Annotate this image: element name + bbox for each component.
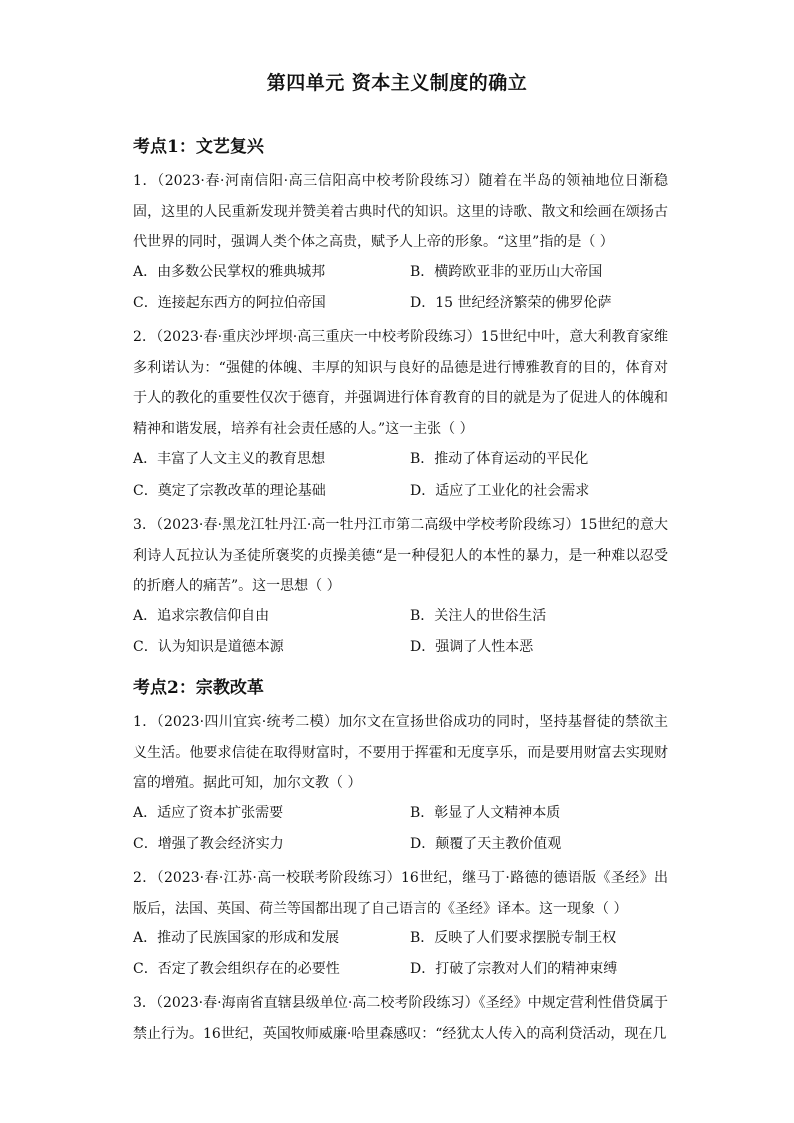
option-b[interactable]: B．关注人的世俗生活 [410,608,547,624]
section-heading-renaissance: 考点1：文艺复兴 [133,137,264,157]
option-a[interactable]: A．由多数公民掌权的雅典城邦 [133,264,326,280]
question-text: 2．（2023·春·江苏·高一校联考阶段练习）16世纪，继马丁·路德的德语版《圣经》出版后，法国、英国、荷兰等国都出现了自己语言的《圣经》译本。这一现象（ ） [133,870,668,917]
section-heading-reformation: 考点2：宗教改革 [133,678,264,698]
option-a[interactable]: A．追求宗教信仰自由 [133,608,270,624]
option-d[interactable]: D．打破了宗教对人们的精神束缚 [410,961,618,977]
option-d[interactable]: D．15 世纪经济繁荣的佛罗伦萨 [410,295,612,311]
option-d[interactable]: D．强调了人性本恶 [410,639,534,655]
question-text: 3．（2023·春·黑龙江牡丹江·高一牡丹江市第二高级中学校考阶段练习）15世纪的意大利诗人瓦拉认为圣徒所褒奖的贞操美德“是一种侵犯人的本性的暴力，是一种难以忍受的折磨人的痛苦”。这一思想（ ） [133,517,668,594]
option-a[interactable]: A．适应了资本扩张需要 [133,805,284,821]
option-c[interactable]: C．认为知识是道德本源 [133,639,284,655]
option-b[interactable]: B．推动了体育运动的平民化 [410,451,589,467]
question-text: 1．（2023·春·河南信阳·高三信阳高中校考阶段练习）随着在半岛的领袖地位日渐稳固，这里的人民重新发现并赞美着古典时代的知识。这里的诗歌、散文和绘画在颂扬古代世界的同时，强调人类个体之高贵，赋予人上帝的形象。“这里”指的是（ ） [133,173,668,250]
option-a[interactable]: A．丰富了人文主义的教育思想 [133,451,326,467]
option-d[interactable]: D．颠覆了天主教价值观 [410,836,562,852]
question-text: 3．（2023·春·海南省直辖县级单位·高二校考阶段练习）《圣经》中规定营利性借贷属于禁止行为。16世纪，英国牧师威廉·哈里森感叹：“经犹太人传入的高利贷活动，现在几 [133,995,668,1042]
option-d[interactable]: D．适应了工业化的社会需求 [410,483,590,499]
option-a[interactable]: A．推动了民族国家的形成和发展 [133,930,340,946]
option-c[interactable]: C．增强了教会经济实力 [133,836,284,852]
question-text: 1．（2023·四川宜宾·统考二模）加尔文在宣扬世俗成功的同时，坚持基督徒的禁欲主义生活。他要求信徒在取得财富时，不要用于挥霍和无度享乐，而是要用财富去实现财富的增殖。据此可知，加尔文教（ ） [133,714,668,791]
option-b[interactable]: B．彰显了人文精神本质 [410,805,561,821]
option-c[interactable]: C．否定了教会组织存在的必要性 [133,961,340,977]
question-text: 2．（2023·春·重庆沙坪坝·高三重庆一中校考阶段练习）15世纪中叶，意大利教育家维多利诺认为：“强健的体魄、丰厚的知识与良好的品德是进行博雅教育的目的，体育对于人的教化的重要性仅次于德育，并强调进行体育教育的目的就是为了促进人的体魄和精神和谐发展，培养有社会责任感的人。”这一主张（ ） [133,329,668,437]
option-c[interactable]: C．奠定了宗教改革的理论基础 [133,483,326,499]
option-c[interactable]: C．连接起东西方的阿拉伯帝国 [133,295,326,311]
option-b[interactable]: B．横跨欧亚非的亚历山大帝国 [410,264,603,280]
option-b[interactable]: B．反映了人们要求摆脱专制王权 [410,930,617,946]
page-title: 第四单元 资本主义制度的确立 [266,72,528,94]
